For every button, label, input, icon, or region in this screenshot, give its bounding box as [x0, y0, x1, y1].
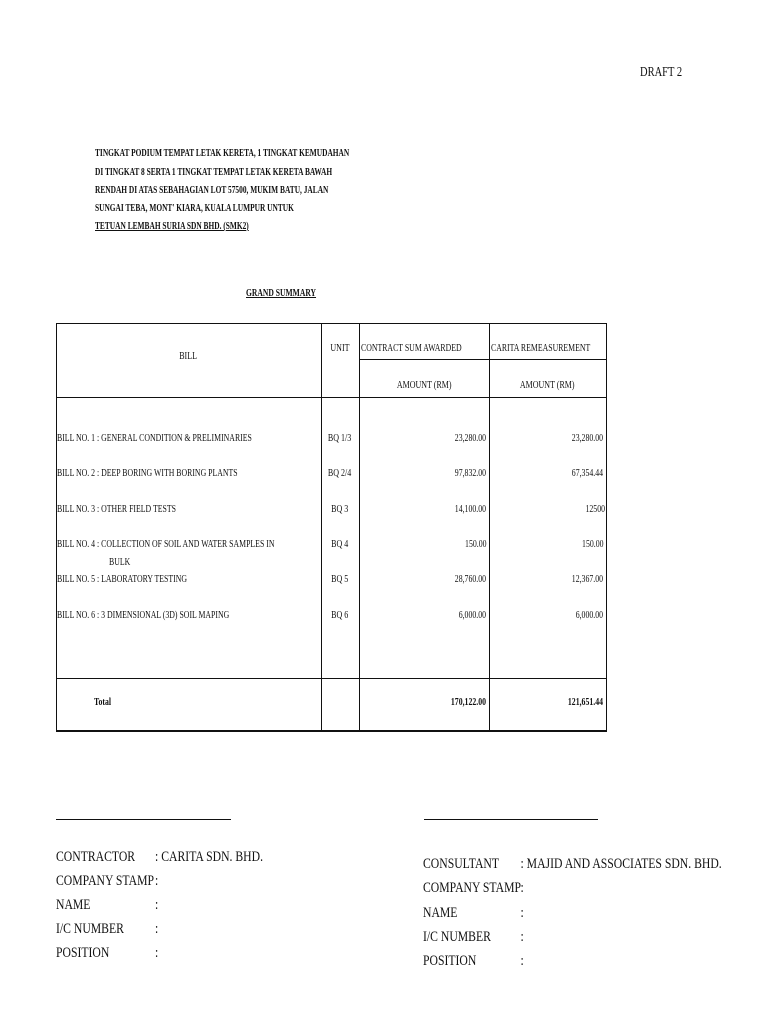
header-amount-contract: AMOUNT (RM) — [396, 380, 452, 391]
bill-description: BILL NO. 4 : COLLECTION OF SOIL AND WATER SAMPLES IN — [57, 539, 275, 550]
contractor-ic-row: I/C NUMBER : — [56, 921, 159, 937]
consultant-row: CONSULTANT : MAJID AND ASSOCIATES SDN. BHD. — [423, 856, 722, 872]
bill-description: BILL NO. 5 : LABORATORY TESTING — [57, 574, 188, 585]
total-contract-amount: 170,122.00 — [450, 697, 486, 708]
consultant-ic-row: I/C NUMBER : — [423, 929, 524, 945]
contract-amount: 23,280.00 — [454, 433, 486, 444]
bill-description: BILL NO. 2 : DEEP BORING WITH BORING PLANTS — [57, 468, 238, 479]
contractor-name-row: NAME : — [56, 897, 159, 913]
total-label: Total — [94, 697, 112, 708]
grand-summary-heading: GRAND SUMMARY — [246, 288, 317, 299]
project-title-line-4: SUNGAI TEBA, MONT' KIARA, KUALA LUMPUR UNTUK — [95, 203, 294, 214]
bill-unit: BQ 3 — [331, 504, 349, 515]
remeasure-amount: 150.00 — [581, 539, 603, 550]
bill-unit: BQ 2/4 — [328, 468, 352, 479]
project-title-line-1: TINGKAT PODIUM TEMPAT LETAK KERETA, 1 TINGKAT KEMUDAHAN — [95, 148, 350, 159]
contractor-position-row: POSITION : — [56, 945, 159, 961]
grand-summary-table — [56, 323, 607, 732]
header-amount-remeasure: AMOUNT (RM) — [520, 380, 575, 391]
consultant-position-row: POSITION : — [423, 953, 524, 969]
consultant-signature-line — [424, 819, 598, 820]
bill-description: BILL NO. 6 : 3 DIMENSIONAL (3D) SOIL MAPING — [57, 610, 230, 621]
header-remeasurement: CARITA REMEASUREMENT — [491, 343, 591, 354]
remeasure-amount: 67,354.44 — [571, 468, 603, 479]
contract-amount: 97,832.00 — [454, 468, 486, 479]
project-title-line-3: RENDAH DI ATAS SEBAHAGIAN LOT 57500, MUKIM BATU, JALAN — [95, 185, 329, 196]
contractor-row: CONTRACTOR : CARITA SDN. BHD. — [56, 849, 264, 865]
header-unit: UNIT — [330, 343, 350, 354]
contract-amount: 6,000.00 — [458, 610, 486, 621]
bill-description: BILL NO. 3 : OTHER FIELD TESTS — [57, 504, 176, 515]
contract-amount: 150.00 — [464, 539, 486, 550]
project-title-line-2: DI TINGKAT 8 SERTA 1 TINGKAT TEMPAT LETAK KERETA BAWAH — [95, 167, 333, 178]
header-bill: BILL — [179, 351, 198, 362]
total-remeasure-amount: 121,651.44 — [567, 697, 603, 708]
bill-unit: BQ 5 — [331, 574, 349, 585]
consultant-stamp-row: COMPANY STAMP: — [423, 880, 524, 896]
remeasure-amount: 6,000.00 — [575, 610, 603, 621]
contractor-stamp-row: COMPANY STAMP: — [56, 873, 159, 889]
consultant-name-row: NAME : — [423, 905, 524, 921]
contractor-signature-line — [56, 819, 231, 820]
remeasure-amount: 12500 — [585, 504, 605, 515]
bill-description-continued: BULK — [109, 557, 131, 568]
bill-unit: BQ 1/3 — [328, 433, 352, 444]
contract-amount: 28,760.00 — [454, 574, 486, 585]
draft-label: DRAFT 2 — [640, 65, 683, 80]
bill-description: BILL NO. 1 : GENERAL CONDITION & PRELIMINARIES — [57, 433, 252, 444]
bill-unit: BQ 6 — [331, 610, 349, 621]
remeasure-amount: 23,280.00 — [571, 433, 603, 444]
project-title-line-5: TETUAN LEMBAH SURIA SDN BHD. (SMK2) — [95, 221, 249, 232]
bill-unit: BQ 4 — [331, 539, 349, 550]
header-contract-sum: CONTRACT SUM AWARDED — [361, 343, 462, 354]
remeasure-amount: 12,367.00 — [571, 574, 603, 585]
contract-amount: 14,100.00 — [454, 504, 486, 515]
